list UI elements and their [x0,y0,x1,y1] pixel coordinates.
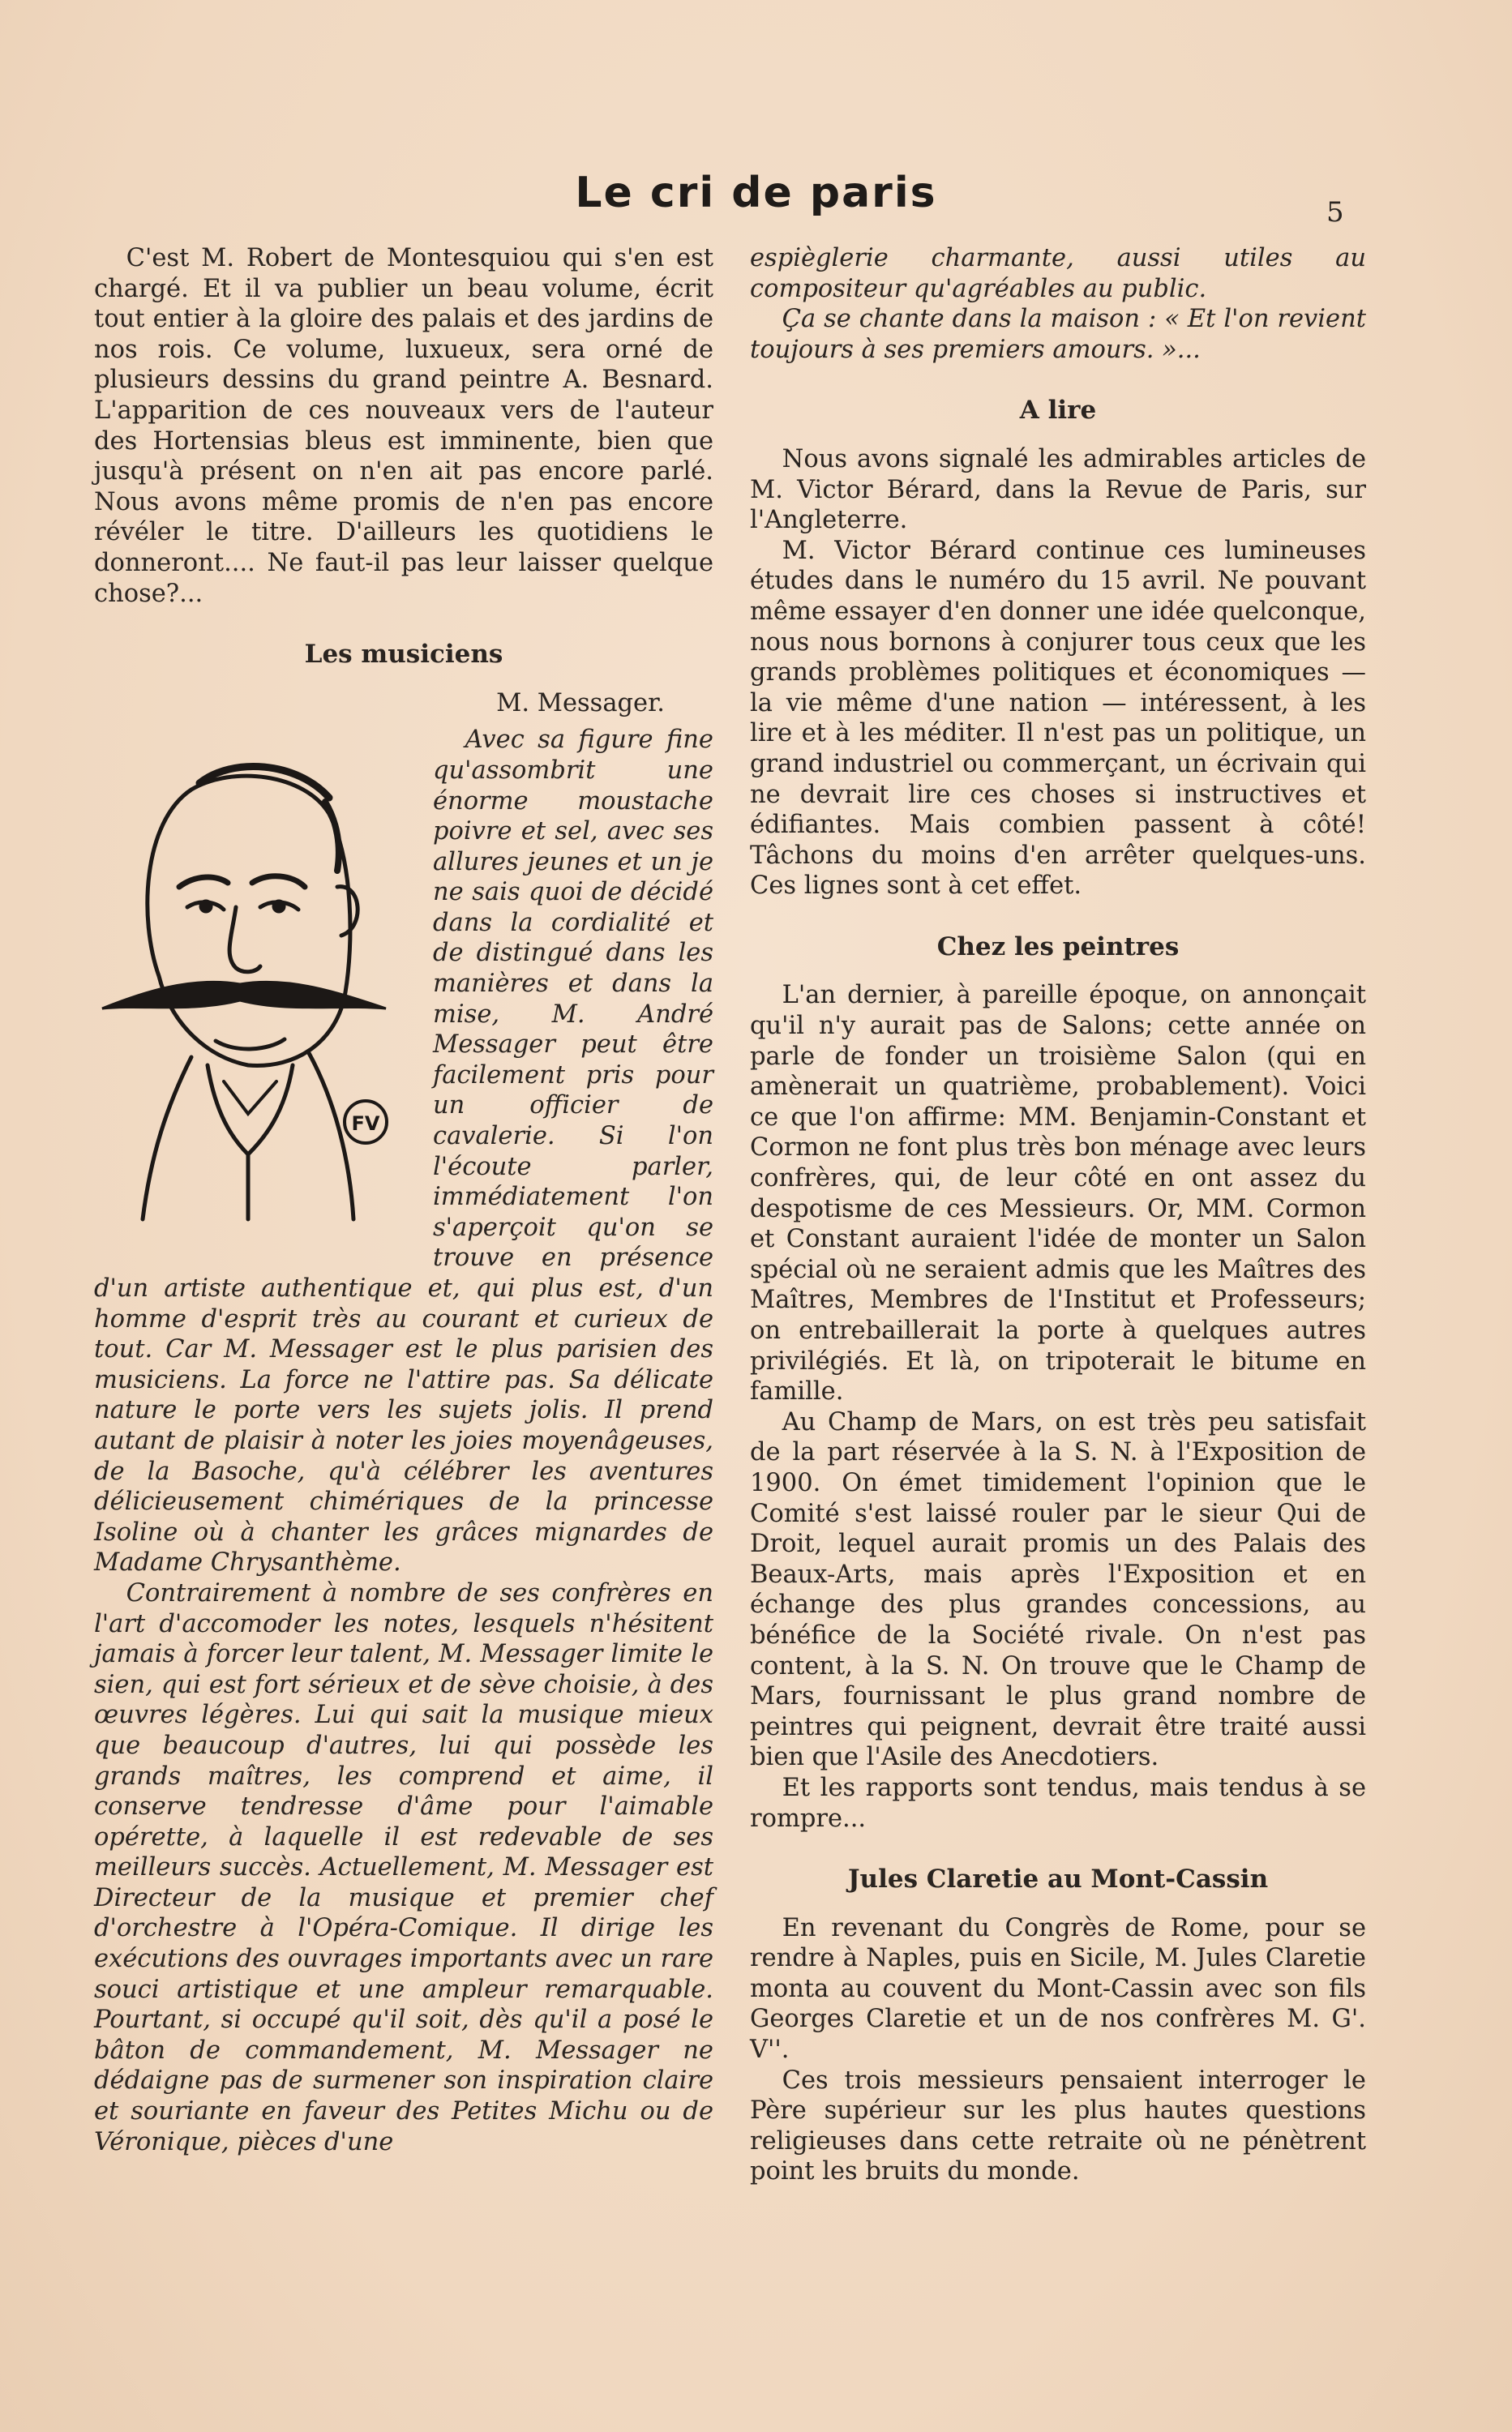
page-number: 5 [1326,196,1344,229]
musiciens-paragraph-2: Contrairement à nombre de ses confrères en l'art d'accomoder les notes, lesquels n'hésitent jamais à forcer leur talent, M. Messager limite le sien, qui est fort sérieux et de sève choisie, à des œuvres légères. Lui qui sait la musique mieux que beaucoup d'autres, lui qui possède les grands maîtres, les comprend et aime, il conserve tendresse d'âme pour l'aimable opérette, à laquelle il est redevable de ses meilleurs succès. Actuellement, M. Messager est Directeur de la musique et premier chef d'orchestre à l'Opéra-Comique. Il dirige les exécutions des ouvrages importants avec un rare souci artistique et une ampleur remarquable. Pourtant, si occupé qu'il soit, dès qu'il a posé le bâton de commandement, M. Messager ne dédaigne pas de surmener son inspiration claire et souriante en faveur des Petites Michu ou de Véronique, pièces d'une [94,1578,713,2156]
claretie-paragraph-1: En revenant du Congrès de Rome, pour se rendre à Naples, puis en Sicile, M. Jules Claretie monta au couvent du Mont-Cassin avec son fils Georges Claretie et un de nos confrères M. G'. V''. [750,1913,1366,2065]
section-title-chez-les-peintres: Chez les peintres [936,931,1180,961]
masthead-title: Le cri de paris [575,169,937,217]
section-title-musiciens: Les musiciens [304,640,503,670]
peintres-paragraph-3: Et les rapports sont tendus, mais tendus à se rompre... [750,1773,1366,1833]
section-title-a-lire: A lire [1019,396,1097,426]
portrait-drawing [94,733,418,1252]
peintres-paragraph-2: Au Champ de Mars, on est très peu satisfait de la part réservée à la S. N. à l'Exposition de 1900. On émet timidement l'opinion que le Comité s'est laissé rouler par le sieur Qui de Droit, lequel aurait promis un des Palais des Beaux-Arts, mais après l'Exposition et en échange des plus grandes concessions, au bénéfice de la Société rivale. On n'est pas content, à la S. N. On trouve que le Champ de Mars, fournissant le plus grand nombre de peintres qui peignent, devrait être traité aussi bien que l'Asile des Anecdotiers. [750,1407,1366,1772]
left-column [94,243,713,2157]
section-title-claretie: Jules Claretie au Mont-Cassin [847,1865,1269,1895]
a-lire-paragraph-1: Nous avons signalé les admirables articles de M. Victor Bérard, dans la Revue de Paris, sur l'Angleterre. [750,444,1366,535]
claretie-paragraph-2: Ces trois messieurs pensaient interroger le Père supérieur sur les plus hautes questions religieuses dans cette retraite où ne pénètrent point les bruits du monde. [750,2066,1366,2186]
peintres-paragraph-1: L'an dernier, à pareille époque, on annonçait qu'il n'y aurait pas de Salons; cette année on parle de fonder un troisième Salon (qui en amènerait un quatrième, probablement). Voici ce que l'on affirme: MM. Benjamin-Constant et Cormon ne font plus très bon ménage avec leurs confrères, qui, de leur côté en ont assez du despotisme de ces Messieurs. Or, MM. Cormon et Constant auraient l'idée de monter un Salon spécial où ne seraient admis que les Maîtres des Maîtres, Membres de l'Institut et Professeurs; on entrebaillerait la porte à quelques autres privilégiés. Et là, on tripoterait le bitume en famille. [750,981,1366,1407]
right-column [750,243,1366,2187]
intro-paragraph: C'est M. Robert de Montesquiou qui s'en est chargé. Et il va publier un beau volume, écrit tout entier à la gloire des palais et des jardins de nos rois. Ce volume, luxueux, sera orné de plusieurs dessins du grand peintre A. Besnard. L'apparition de ces nouveaux vers de l'auteur des Hortensias bleus est imminente, bien que jusqu'à présent on n'en ait pas encore parlé. Nous avons même promis de n'en pas encore révéler le titre. D'ailleurs les quotidiens le donneront.... Ne faut-il pas leur laisser quelque chose?... [94,244,713,608]
portrait-monogram [345,1101,387,1143]
continued-paragraph-1: espièglerie charmante, aussi utiles au compositeur qu'agréables au public. [750,244,1366,303]
a-lire-paragraph-2: M. Victor Bérard continue ces lumineuses études dans le numéro du 15 avril. Ne pouvant même essayer d'en donner une idée quelconque, nous nous bornons à conjurer tous ceux que les grands problèmes politiques et économiques — la vie même d'une nation — intéressent, à les lire et à les méditer. Il n'est pas un politique, un grand industriel ou commerçant, un écrivain qui ne devrait lire ces choses si instructives et édifiantes. Mais combien passent à côté! Tâchons du moins d'en arrêter quelques-uns. Ces lignes sont à cet effet. [750,536,1366,901]
portrait-illustration [94,733,418,1252]
musiciens-paragraph-1: Avec sa figure fine qu'assombrit une énorme moustache poivre et sel, avec ses allures jeunes et un je ne sais quoi de décidé dans la cordialité et de distingué dans les manières et dans la mise, M. André Messager peut être facilement pris pour un officier de cavalerie. Si l'on l'écoute parler, immédiatement l'on s'aperçoit qu'on se trouve en présence d'un artiste authentique et, qui plus est, d'un homme d'esprit très au courant et curieux de tout. Car M. Messager est le plus parisien des musiciens. La force ne l'attire pas. Sa délicate nature le porte vers les sujets jolis. Il prend autant de plaisir à noter les joies moyenâgeuses, de la Basoche, qu'à célébrer les aventures délicieusement chimériques de la princesse Isoline où à chanter les grâces mignardes de Madame Chrysanthème. [94,726,713,1578]
byline: M. Messager. [496,688,665,717]
portrait-initials: FV [351,1112,380,1136]
continued-paragraph-2: Ça se chante dans la maison : « Et l'on revient toujours à ses premiers amours. »... [750,305,1366,364]
